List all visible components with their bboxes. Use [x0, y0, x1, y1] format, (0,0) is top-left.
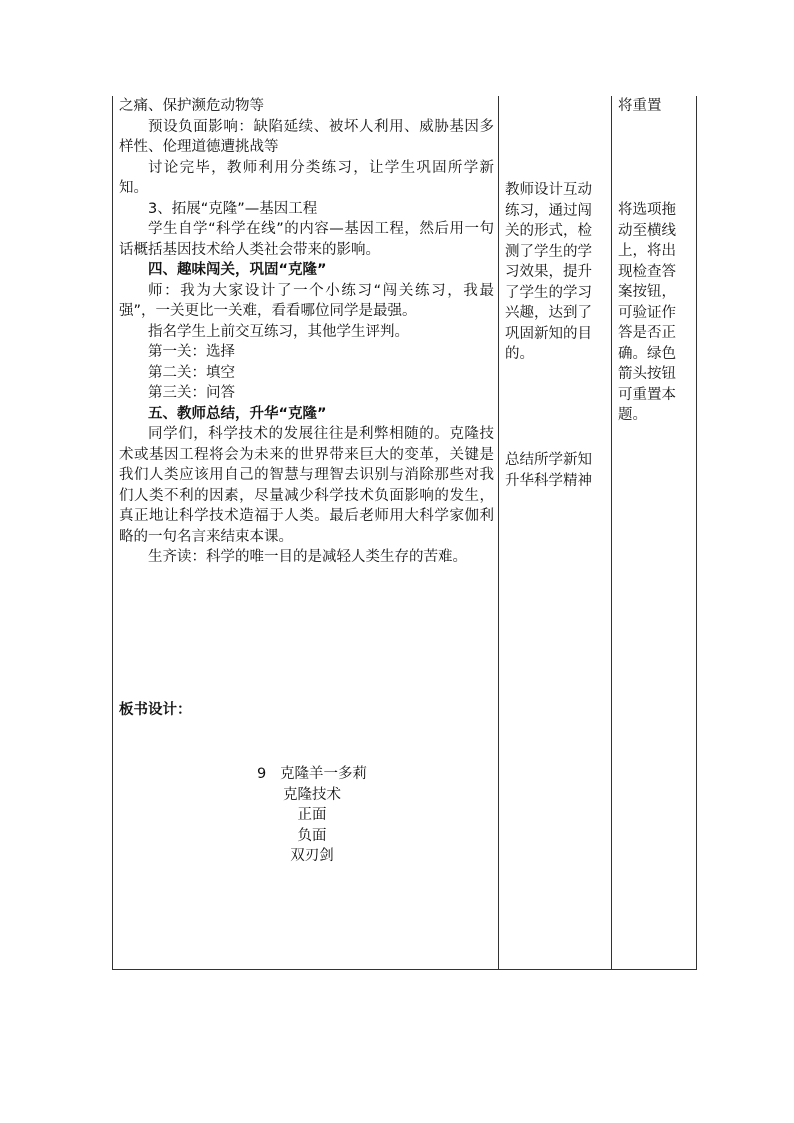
board-design: [112, 764, 512, 867]
board-line: 正面: [297, 807, 327, 823]
text-line: 师：我为大家设计了一个小练习“闯关练习，我最强”，一关更比一关难，看看哪位同学是最强。: [119, 282, 494, 319]
section-heading: 五、教师总结，升华“克隆”: [148, 405, 327, 422]
text-line: 指名学生上前交互练习，其他学生评判。: [148, 323, 409, 340]
text-line: 讨论完毕，教师利用分类练习，让学生巩固所学新知。: [119, 159, 494, 196]
text-line: 生齐读：科学的唯一目的是减轻人类生存的苦难。: [148, 549, 467, 565]
table-divider-2: [611, 96, 612, 970]
board-line: 双刃剑: [290, 848, 334, 864]
text-line: 预设负面影响：缺陷延续、被坏人利用、威胁基因多样性、伦理道德遭挑战等: [119, 118, 494, 155]
text-line: 第二关：填空: [148, 364, 235, 381]
text-line: 第一关：选择: [148, 344, 235, 360]
lesson-table: [112, 96, 697, 970]
board-line: 负面: [297, 827, 327, 844]
text-line: 第三关：问答: [148, 385, 235, 401]
text-line: 之痛、保护濒危动物等: [119, 98, 264, 114]
text-line: 学生自学“科学在线”的内容—基因工程，然后用一句话概括基因技术给人类社会带来的影响。: [119, 221, 494, 258]
media-note-drag: 将选项拖动至横线上，将出现检查答案按钮，可验证作答是否正确。绿色箭头按钮可重置本题。: [618, 202, 676, 423]
text-line: 同学们，科学技术的发展往往是利弊相随的。克隆技术或基因工程将会为未来的世界带来巨大的变革，关键是我们人类应该用自己的智慧与理智去识别与消除那些对我们人类不利的因素，尽量减少科学技术负面影响的发生，真正地让科学技术造福于人类。最后老师用大科学家伽利略的一句名言来结束本课。: [119, 426, 494, 545]
media-note-reset: 将重置: [618, 98, 662, 114]
section-heading: 四、趣味闯关，巩固“克隆”: [148, 262, 327, 278]
section-heading: 3、拓展“克隆”—基因工程: [148, 200, 318, 217]
design-note-practice: 教师设计互动练习，通过闯关的形式，检测了学生的学习效果，提升了学生的学习兴趣，达到了巩固新知的目的。: [505, 182, 592, 362]
board-title: 9 克隆羊一多莉: [256, 766, 368, 782]
table-border-right: [696, 96, 697, 970]
design-note-summary: 总结所学新知升华科学精神: [505, 452, 592, 489]
teaching-process-cell: [119, 96, 494, 568]
board-design-heading: 板书设计：: [119, 702, 192, 718]
table-border-bottom: [112, 969, 697, 970]
board-line: 克隆技术: [283, 786, 341, 803]
